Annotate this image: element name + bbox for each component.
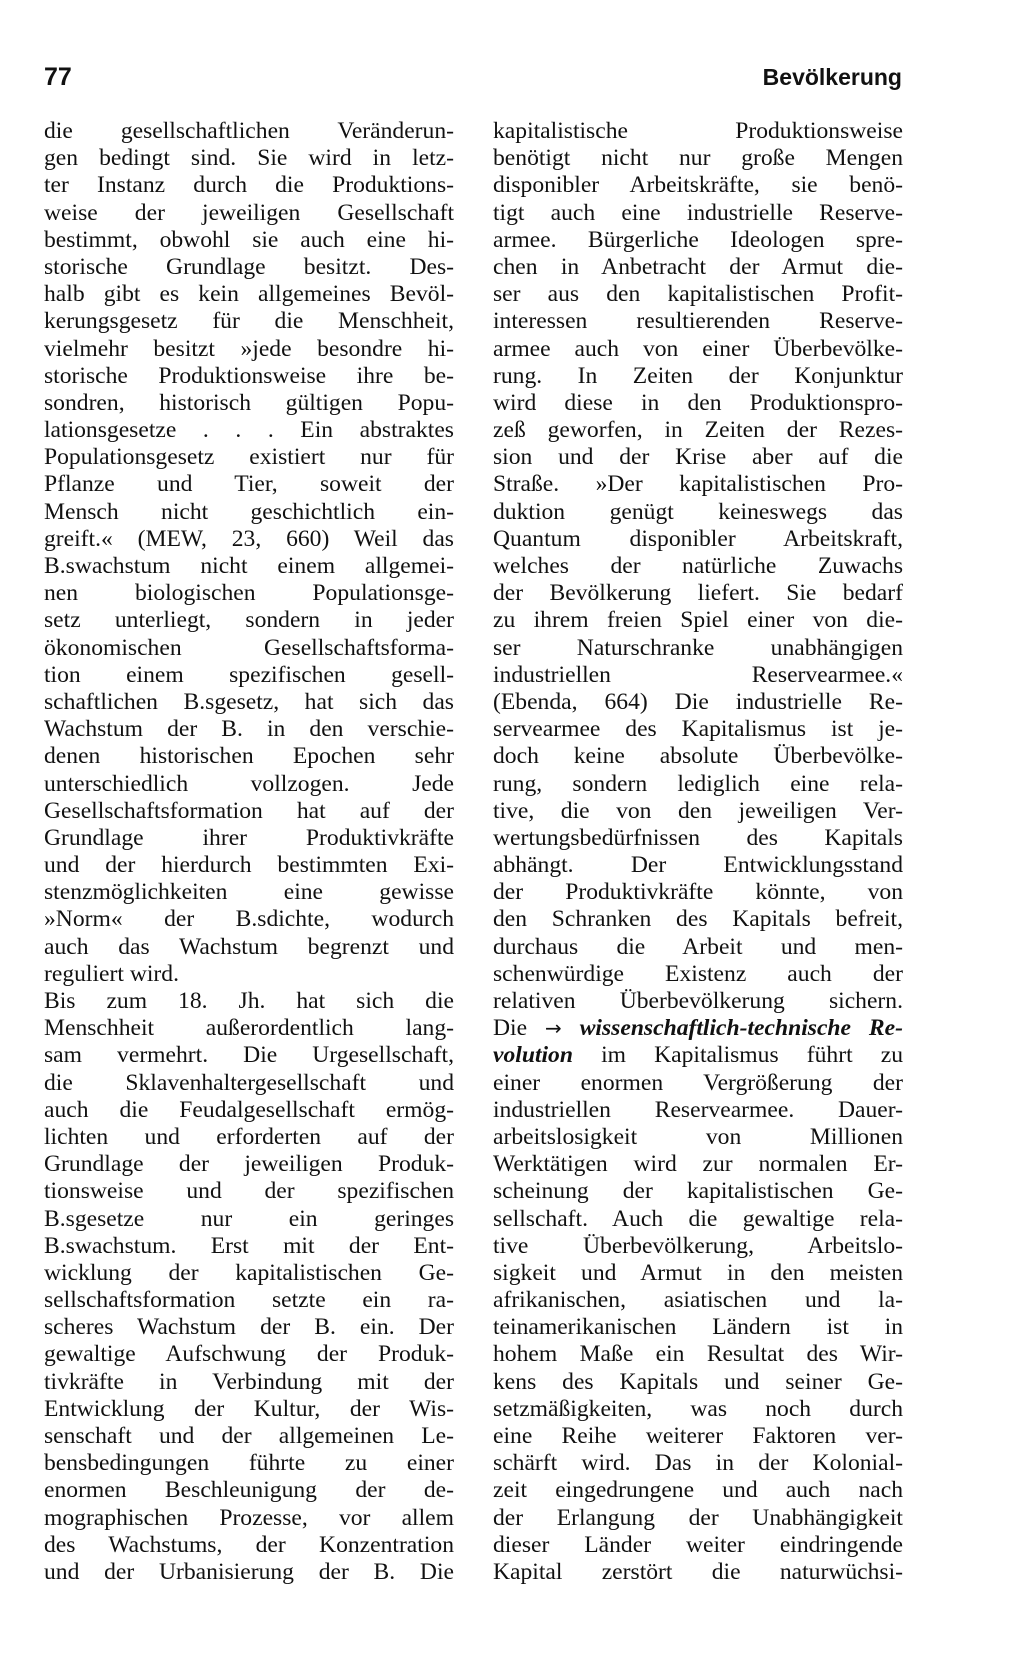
page-number: 77 xyxy=(44,63,72,91)
text-line: zu ihrem freien Spiel einer von die- xyxy=(493,607,903,634)
text-line: der Erlangung der Unabhängigkeit xyxy=(493,1504,903,1531)
text-line: bensbedingungen führte zu einer xyxy=(44,1450,454,1477)
text-line: senschaft und der allgemeinen Le- xyxy=(44,1423,454,1449)
xref-line xyxy=(493,1015,903,1042)
text-line: ser Naturschranke unabhängigen xyxy=(493,634,903,661)
text-line: welches der natürliche Zuwachs xyxy=(493,553,903,579)
text-line: tionsweise und der spezifischen xyxy=(44,1178,454,1205)
text-line: enormen Beschleunigung der de- xyxy=(44,1477,454,1504)
text-line: Straße. »Der kapitalistischen Pro- xyxy=(493,471,903,498)
text-line: Pflanze und Tier, soweit der xyxy=(44,471,454,498)
text-line: Wachstum der B. in den verschie- xyxy=(44,716,454,743)
text-line: greift.« (MEW, 23, 660) Weil das xyxy=(44,525,454,552)
text-line: tivkräfte in Verbindung mit der xyxy=(44,1368,454,1395)
text-line: Mensch nicht geschichtlich ein- xyxy=(44,498,454,525)
text-line: schaftlichen B.sgesetz, hat sich das xyxy=(44,688,454,715)
text-line: abhängt. Der Entwicklungsstand xyxy=(493,852,903,879)
text-line: schärft wird. Das in der Kolonial- xyxy=(493,1450,903,1477)
text-line: teinamerikanischen Ländern ist in xyxy=(493,1314,903,1341)
text-line: armee. Bürgerliche Ideologen spre- xyxy=(493,226,903,253)
text-line: wicklung der kapitalistischen Ge- xyxy=(44,1259,454,1286)
xref-term[interactable]: wissenschaftlich-technische Re- xyxy=(579,1015,904,1042)
text-line: Bis zum 18. Jh. hat sich die xyxy=(44,988,454,1014)
text-line: wird diese in den Produktionspro- xyxy=(493,389,903,416)
text-line: tive Überbevölkerung, Arbeitslo- xyxy=(493,1232,903,1259)
text-line: lichten und erforderten auf der xyxy=(44,1123,454,1150)
text-line: scheres Wachstum der B. ein. Der xyxy=(44,1314,454,1341)
text-line: Grundlage der jeweiligen Produk- xyxy=(44,1151,454,1178)
text-line: halb gibt es kein allgemeines Bevöl- xyxy=(44,281,454,308)
text-line: Kapital zerstört die naturwüchsi- xyxy=(493,1558,903,1585)
xref-suffix: im Kapitalismus führt zu xyxy=(601,1042,904,1069)
text-line: sigkeit und Armut in den meisten xyxy=(493,1259,903,1286)
text-line: doch keine absolute Überbevölke- xyxy=(493,743,903,770)
text-line: armee auch von einer Überbevölke- xyxy=(493,335,903,362)
text-line: der Bevölkerung liefert. Sie bedarf xyxy=(493,580,903,607)
text-line: sellschaftsformation setzte ein ra- xyxy=(44,1287,454,1314)
text-line: B.swachstum nicht einem allgemei- xyxy=(44,553,454,579)
text-line: weise der jeweiligen Gesellschaft xyxy=(44,199,454,226)
text-line: (Ebenda, 664) Die industrielle Re- xyxy=(493,688,903,715)
text-line: dieser Länder weiter eindringende xyxy=(493,1531,903,1558)
text-line: des Wachstums, der Konzentration xyxy=(44,1531,454,1558)
text-line: tive, die von den jeweiligen Ver- xyxy=(493,797,903,824)
text-line: relativen Überbevölkerung sichern. xyxy=(493,988,903,1014)
text-line: lationsgesetze . . . Ein abstraktes xyxy=(44,417,454,444)
text-line: sondren, historisch gültigen Popu- xyxy=(44,389,454,416)
text-line: gen bedingt sind. Sie wird in letz- xyxy=(44,145,454,172)
text-line: eine Reihe weiterer Faktoren ver- xyxy=(493,1423,903,1449)
text-line: die gesellschaftlichen Veränderun- xyxy=(44,118,454,144)
text-line: servearmee des Kapitalismus ist je- xyxy=(493,716,903,743)
text-line: auch die Feudalgesellschaft ermög- xyxy=(44,1096,454,1123)
text-line: nen biologischen Populationsge- xyxy=(44,580,454,607)
text-line: Grundlage ihrer Produktivkräfte xyxy=(44,824,454,851)
text-line: benötigt nicht nur große Mengen xyxy=(493,145,903,172)
text-line: tigt auch eine industrielle Reserve- xyxy=(493,199,903,226)
text-line: kapitalistische Produktionsweise xyxy=(493,118,903,144)
text-line: chen in Anbetracht der Armut die- xyxy=(493,253,903,280)
text-line: disponibler Arbeitskräfte, sie benö- xyxy=(493,172,903,199)
text-line: denen historischen Epochen sehr xyxy=(44,743,454,770)
text-line: Populationsgesetz existiert nur für xyxy=(44,444,454,471)
text-line: Werktätigen wird zur normalen Er- xyxy=(493,1151,903,1178)
text-line: rung, sondern lediglich eine rela- xyxy=(493,770,903,797)
text-line: der Produktivkräfte könnte, von xyxy=(493,879,903,906)
text-line: Quantum disponibler Arbeitskraft, xyxy=(493,525,903,552)
text-line: reguliert wird. xyxy=(44,960,179,987)
text-line: schenwürdige Existenz auch der xyxy=(493,960,903,987)
text-line: und der Urbanisierung der B. Die xyxy=(44,1558,454,1585)
text-line: zeß geworfen, in Zeiten der Rezes- xyxy=(493,417,903,444)
text-line: storische Produktionsweise ihre be- xyxy=(44,362,454,389)
text-line: kerungsgesetz für die Menschheit, xyxy=(44,308,454,335)
text-line: B.sgesetze nur ein geringes xyxy=(44,1205,454,1232)
text-line: Gesellschaftsformation hat auf der xyxy=(44,797,454,824)
text-line: scheinung der kapitalistischen Ge- xyxy=(493,1178,903,1205)
text-line: gewaltige Aufschwung der Produk- xyxy=(44,1341,454,1368)
text-line: ser aus den kapitalistischen Profit- xyxy=(493,281,903,308)
text-line: Entwicklung der Kultur, der Wis- xyxy=(44,1395,454,1422)
text-line: kens des Kapitals und seiner Ge- xyxy=(493,1368,903,1395)
text-line: interessen resultierenden Reserve- xyxy=(493,308,903,335)
text-line: unterschiedlich vollzogen. Jede xyxy=(44,770,454,797)
text-line: »Norm« der B.sdichte, wodurch xyxy=(44,906,454,933)
arrow-right-icon: → xyxy=(545,1016,562,1041)
text-line: mographischen Prozesse, vor allem xyxy=(44,1504,454,1531)
text-line: auch das Wachstum begrenzt und xyxy=(44,933,454,960)
text-line: B.swachstum. Erst mit der Ent- xyxy=(44,1232,454,1259)
text-line: sam vermehrt. Die Urgesellschaft, xyxy=(44,1042,454,1069)
text-line: sellschaft. Auch die gewaltige rela- xyxy=(493,1205,903,1232)
text-line: hohem Maße ein Resultat des Wir- xyxy=(493,1341,903,1368)
text-line: duktion genügt keineswegs das xyxy=(493,498,903,525)
text-line: industriellen Reservearmee. Dauer- xyxy=(493,1096,903,1123)
text-line: und der hierdurch bestimmten Exi- xyxy=(44,852,454,879)
text-line: den Schranken des Kapitals befreit, xyxy=(493,906,903,933)
running-head: Bevölkerung xyxy=(762,64,902,90)
xref-line xyxy=(493,1042,903,1069)
text-line: ökonomischen Gesellschaftsforma- xyxy=(44,634,454,661)
text-line: arbeitslosigkeit von Millionen xyxy=(493,1123,903,1150)
text-line: setzmäßigkeiten, was noch durch xyxy=(493,1395,903,1422)
text-line: tion einem spezifischen gesell- xyxy=(44,661,454,688)
text-line: die Sklavenhaltergesellschaft und xyxy=(44,1069,454,1096)
text-line: afrikanischen, asiatischen und la- xyxy=(493,1287,903,1314)
text-line: wertungsbedürfnissen des Kapitals xyxy=(493,824,903,851)
text-line: rung. In Zeiten der Konjunktur xyxy=(493,362,903,389)
text-line: durchaus die Arbeit und men- xyxy=(493,933,903,960)
text-line: einer enormen Vergrößerung der xyxy=(493,1069,903,1096)
text-line: ter Instanz durch die Produktions- xyxy=(44,172,454,199)
text-line: vielmehr besitzt »jede besondre hi- xyxy=(44,335,454,362)
text-line: industriellen Reservearmee.« xyxy=(493,661,903,688)
text-line: sion und der Krise aber auf die xyxy=(493,444,903,471)
xref-prefix: Die xyxy=(493,1015,528,1042)
text-line: stenzmöglichkeiten eine gewisse xyxy=(44,879,454,906)
right-column xyxy=(493,118,903,1586)
text-line: Menschheit außerordentlich lang- xyxy=(44,1015,454,1042)
xref-term-continued[interactable]: volution xyxy=(493,1042,573,1069)
text-line: setz unterliegt, sondern in jeder xyxy=(44,607,454,634)
left-column xyxy=(44,118,454,1586)
text-line: bestimmt, obwohl sie auch eine hi- xyxy=(44,226,454,253)
text-line: storische Grundlage besitzt. Des- xyxy=(44,253,454,280)
text-line: zeit eingedrungene und auch nach xyxy=(493,1477,903,1504)
